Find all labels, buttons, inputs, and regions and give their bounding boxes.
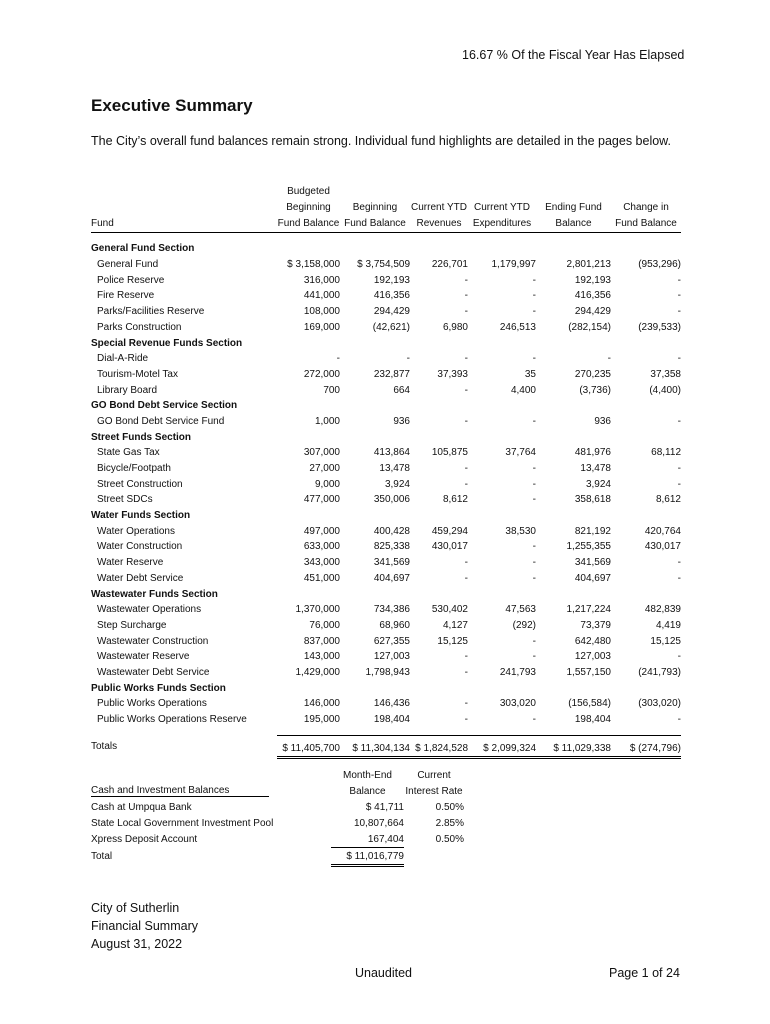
ending-value: -: [607, 353, 611, 365]
fund-section-title: Street Funds Section: [91, 431, 192, 443]
ending-value: 481,976: [574, 447, 611, 459]
change-value: 8,612: [655, 494, 681, 506]
fund-row: [91, 571, 681, 587]
ending-value: 127,003: [574, 651, 611, 663]
fund-name: Bicycle/Footpath: [97, 463, 171, 475]
change-value: (4,400): [649, 384, 681, 396]
beginning-value: 198,404: [373, 714, 410, 726]
fund-section-title: GO Bond Debt Service Section: [91, 400, 238, 412]
budgeted-value: 477,000: [303, 494, 340, 506]
budgeted-value: 195,000: [303, 714, 340, 726]
fund-name: Fire Reserve: [97, 290, 155, 302]
revenues-value: -: [464, 306, 468, 318]
intro-paragraph: The City’s overall fund balances remain strong. Individual fund highlights are detailed in the pages below.: [91, 134, 671, 148]
ending-value: 642,480: [574, 635, 611, 647]
city-info: [91, 899, 198, 953]
budgeted-value: 700: [323, 384, 340, 396]
totals-change: $ (274,796): [611, 736, 681, 758]
revenues-value: 15,125: [437, 635, 468, 647]
budgeted-value: 272,000: [303, 368, 340, 380]
beginning-value: 350,006: [373, 494, 410, 506]
revenues-value: -: [464, 557, 468, 569]
ending-value: 404,697: [574, 572, 611, 584]
fund-section-title: Public Works Funds Section: [91, 682, 226, 694]
fund-row: [91, 351, 681, 367]
expenditures-value: -: [532, 557, 536, 569]
revenues-value: -: [464, 384, 468, 396]
change-value: 68,112: [651, 447, 681, 459]
fund-row: [91, 649, 681, 665]
fund-name: Water Construction: [97, 541, 183, 553]
budgeted-value: 143,000: [303, 651, 340, 663]
change-value: -: [677, 478, 681, 490]
ending-value: 416,356: [574, 290, 611, 302]
beginning-value: 936: [393, 415, 410, 427]
cash-header-label: Cash and Investment Balances: [91, 785, 269, 797]
fund-name: Water Debt Service: [97, 572, 184, 584]
cash-rate: 0.50%: [435, 801, 464, 813]
revenues-value: -: [464, 651, 468, 663]
fund-balance-table: [91, 184, 681, 759]
cash-balance: 10,807,664: [353, 817, 404, 829]
expenditures-value: -: [532, 635, 536, 647]
fund-section-title: Wastewater Funds Section: [91, 588, 218, 600]
expenditures-value: -: [532, 274, 536, 286]
ending-value: 198,404: [574, 714, 611, 726]
expenditures-value: 246,513: [499, 321, 536, 333]
change-value: -: [677, 651, 681, 663]
page-title: Executive Summary: [91, 96, 253, 115]
ending-value: 1,255,355: [566, 541, 611, 553]
ending-header-line1: Ending Fund: [545, 201, 602, 213]
cash-investment-table: [91, 767, 472, 867]
expenditures-value: (292): [512, 619, 536, 631]
revenues-header-line1: Current YTD: [411, 201, 467, 213]
beginning-value: 825,338: [373, 541, 410, 553]
change-value: (239,533): [638, 321, 681, 333]
expenditures-value: -: [532, 353, 536, 365]
page-number: Page 1 of 24: [609, 966, 680, 980]
fund-name: Parks Construction: [97, 321, 182, 333]
fund-name: Library Board: [97, 384, 158, 396]
change-value: -: [677, 274, 681, 286]
fund-row: [91, 414, 681, 430]
ending-value: 341,569: [574, 557, 611, 569]
cash-row: [91, 831, 472, 848]
change-value: -: [677, 714, 681, 726]
revenues-value: 459,294: [431, 525, 468, 537]
expenditures-value: -: [532, 463, 536, 475]
change-value: 37,358: [650, 368, 681, 380]
fund-row: [91, 523, 681, 539]
budgeted-value: 343,000: [303, 557, 340, 569]
cash-row: [91, 815, 472, 831]
cash-account-name: State Local Government Investment Pool: [91, 817, 274, 829]
revenues-value: -: [464, 478, 468, 490]
budgeted-value: 76,000: [309, 619, 340, 631]
revenues-value: 4,127: [442, 619, 468, 631]
fund-row: [91, 633, 681, 649]
revenues-value: 105,875: [431, 447, 468, 459]
totals-budgeted: $ 11,405,700: [277, 736, 340, 758]
fund-section-row: [91, 241, 681, 257]
fund-section-row: [91, 680, 681, 696]
expenditures-value: -: [532, 478, 536, 490]
revenues-value: -: [464, 572, 468, 584]
fund-table-body: [91, 233, 681, 728]
fund-column-header: Fund: [91, 215, 277, 232]
ending-value: 358,618: [574, 494, 611, 506]
totals-ending: $ 11,029,338: [536, 736, 611, 758]
expenditures-value: 4,400: [510, 384, 536, 396]
change-value: (241,793): [638, 666, 681, 678]
beginning-value: -: [406, 353, 410, 365]
expenditures-header-line2: Expenditures: [468, 215, 536, 232]
fund-name: General Fund: [97, 259, 159, 271]
revenues-value: -: [464, 274, 468, 286]
beginning-value: 3,924: [384, 478, 410, 490]
revenues-value: -: [464, 714, 468, 726]
budgeted-value: 27,000: [309, 463, 340, 475]
fund-name: Wastewater Reserve: [97, 651, 190, 663]
ending-value: 936: [594, 415, 611, 427]
fund-row: [91, 461, 681, 477]
revenues-value: -: [464, 463, 468, 475]
cash-rate: 0.50%: [435, 833, 464, 845]
budgeted-value: 108,000: [303, 306, 340, 318]
ending-value: 73,379: [580, 619, 611, 631]
fund-row: [91, 555, 681, 571]
expenditures-value: -: [532, 714, 536, 726]
beginning-value: 127,003: [373, 651, 410, 663]
fund-row: [91, 382, 681, 398]
budgeted-value: 1,429,000: [295, 666, 340, 678]
revenues-value: -: [464, 666, 468, 678]
fund-row: [91, 492, 681, 508]
budgeted-value: 441,000: [303, 290, 340, 302]
revenues-value: 8,612: [442, 494, 468, 506]
expenditures-header-line1: Current YTD: [474, 201, 530, 213]
expenditures-value: -: [532, 572, 536, 584]
beginning-value: 232,877: [373, 368, 410, 380]
change-value: 15,125: [650, 635, 681, 647]
change-value: (303,020): [638, 698, 681, 710]
beginning-header-line1: Beginning: [352, 201, 398, 213]
expenditures-value: 241,793: [499, 666, 536, 678]
beginning-value: 413,864: [373, 447, 410, 459]
fund-row: [91, 476, 681, 492]
fund-section-title: Water Funds Section: [91, 510, 191, 522]
revenues-value: 37,393: [437, 368, 468, 380]
fund-row: [91, 272, 681, 288]
expenditures-value: 37,764: [505, 447, 536, 459]
fund-section-title: Special Revenue Funds Section: [91, 337, 243, 349]
beginning-value: 404,697: [373, 572, 410, 584]
fund-name: GO Bond Debt Service Fund: [97, 415, 225, 427]
beginning-value: 664: [393, 384, 410, 396]
ending-value: (156,584): [568, 698, 611, 710]
ending-value: 1,557,150: [566, 666, 611, 678]
budgeted-value: 1,370,000: [295, 604, 340, 616]
fund-name: Dial-A-Ride: [97, 353, 149, 365]
beginning-header-line2: Fund Balance: [340, 215, 410, 232]
fund-section-row: [91, 586, 681, 602]
fund-row: [91, 602, 681, 618]
fund-header-spacer: [91, 184, 277, 200]
fund-name: Step Surcharge: [97, 619, 167, 631]
revenues-value: 530,402: [431, 604, 468, 616]
cash-balance: $ 41,711: [365, 801, 404, 813]
revenues-value: -: [464, 290, 468, 302]
beginning-value: 341,569: [373, 557, 410, 569]
unaudited-label: Unaudited: [355, 966, 412, 980]
budgeted-header-line3: Fund Balance: [277, 215, 340, 232]
fund-row: [91, 445, 681, 461]
totals-expenditures: $ 2,099,324: [468, 736, 536, 758]
ending-value: 821,192: [574, 525, 611, 537]
fund-name: Wastewater Operations: [97, 604, 202, 616]
fund-section-row: [91, 335, 681, 351]
expenditures-value: 38,530: [505, 525, 536, 537]
balance-header-line2: Balance: [349, 785, 386, 797]
rate-header-line2: Interest Rate: [405, 785, 463, 797]
fund-row: [91, 665, 681, 681]
expenditures-value: 47,563: [505, 604, 536, 616]
fund-section-row: [91, 508, 681, 524]
expenditures-value: 35: [524, 368, 536, 380]
budgeted-value: 146,000: [303, 698, 340, 710]
ending-value: (3,736): [579, 384, 611, 396]
budgeted-value: 837,000: [303, 635, 340, 647]
fund-name: Water Operations: [97, 525, 175, 537]
ending-value: 270,235: [574, 368, 611, 380]
budgeted-value: 497,000: [303, 525, 340, 537]
budgeted-header-line1: Budgeted: [287, 186, 330, 198]
city-name: City of Sutherlin: [91, 901, 180, 915]
budgeted-value: 169,000: [303, 321, 340, 333]
ending-value: 192,193: [574, 274, 611, 286]
budgeted-value: -: [336, 353, 340, 365]
cash-total-label: Total: [91, 851, 113, 862]
change-value: -: [677, 415, 681, 427]
fund-name: Police Reserve: [97, 274, 165, 286]
change-value: -: [677, 557, 681, 569]
rate-header-line1: Current: [417, 769, 451, 781]
fund-row: [91, 367, 681, 383]
ending-value: 13,478: [580, 463, 611, 475]
expenditures-value: -: [532, 290, 536, 302]
expenditures-value: -: [532, 306, 536, 318]
cash-total-balance: $ 11,016,779: [331, 848, 404, 866]
beginning-value: 294,429: [373, 306, 410, 318]
fund-name: Tourism-Motel Tax: [97, 368, 178, 380]
expenditures-value: 1,179,997: [491, 259, 536, 271]
revenues-value: 226,701: [431, 259, 468, 271]
expenditures-value: -: [532, 494, 536, 506]
beginning-value: 1,798,943: [365, 666, 410, 678]
expenditures-value: -: [532, 651, 536, 663]
change-value: -: [677, 290, 681, 302]
change-value: -: [677, 572, 681, 584]
fund-name: Wastewater Debt Service: [97, 666, 210, 678]
change-value: 4,419: [655, 619, 681, 631]
fund-row: [91, 304, 681, 320]
ending-value: 294,429: [574, 306, 611, 318]
fund-row: [91, 539, 681, 555]
budgeted-value: 1,000: [314, 415, 340, 427]
fund-name: Street SDCs: [97, 494, 153, 506]
change-value: -: [677, 463, 681, 475]
fund-row: [91, 320, 681, 336]
fund-name: Water Reserve: [97, 557, 164, 569]
beginning-value: 13,478: [379, 463, 410, 475]
budgeted-value: 316,000: [303, 274, 340, 286]
fund-section-row: [91, 429, 681, 445]
beginning-value: $ 3,754,509: [357, 259, 410, 271]
cash-balance: 167,404: [367, 833, 404, 845]
ending-value: (282,154): [568, 321, 611, 333]
budgeted-value: $ 3,158,000: [287, 259, 340, 271]
ending-value: 2,801,213: [566, 259, 611, 271]
report-name: Financial Summary: [91, 919, 198, 933]
revenues-value: -: [464, 698, 468, 710]
budgeted-header-line2: Beginning: [286, 201, 331, 213]
beginning-value: 416,356: [373, 290, 410, 302]
expenditures-value: 303,020: [499, 698, 536, 710]
budgeted-value: 451,000: [303, 572, 340, 584]
cash-account-name: Cash at Umpqua Bank: [91, 801, 192, 813]
fund-row: [91, 288, 681, 304]
change-value: 420,764: [644, 525, 681, 537]
beginning-value: 192,193: [373, 274, 410, 286]
balance-header-line1: Month-End: [343, 769, 392, 781]
revenues-value: 6,980: [442, 321, 468, 333]
totals-beginning: $ 11,304,134: [340, 736, 410, 758]
fund-name: Wastewater Construction: [97, 635, 209, 647]
fund-row: [91, 696, 681, 712]
change-value: 430,017: [644, 541, 681, 553]
ending-value: 1,217,224: [566, 604, 611, 616]
revenues-header-line2: Revenues: [410, 215, 468, 232]
fund-name: Public Works Operations: [97, 698, 207, 710]
fund-name: Public Works Operations Reserve: [97, 714, 247, 726]
beginning-value: 734,386: [373, 604, 410, 616]
beginning-value: 627,355: [373, 635, 410, 647]
fund-row: [91, 618, 681, 634]
beginning-value: 146,436: [373, 698, 410, 710]
fund-row: [91, 712, 681, 728]
totals-revenues: $ 1,824,528: [410, 736, 468, 758]
revenues-value: -: [464, 415, 468, 427]
fund-name: State Gas Tax: [97, 447, 160, 459]
cash-account-name: Xpress Deposit Account: [91, 833, 198, 845]
change-header-line1: Change in: [623, 201, 669, 213]
cash-rate: 2.85%: [435, 817, 464, 829]
budgeted-value: 9,000: [314, 478, 340, 490]
beginning-value: 400,428: [373, 525, 410, 537]
expenditures-value: -: [532, 415, 536, 427]
revenues-value: -: [464, 353, 468, 365]
revenues-value: 430,017: [431, 541, 468, 553]
ending-header-line2: Balance: [536, 215, 611, 232]
report-date: August 31, 2022: [91, 937, 183, 951]
fund-section-row: [91, 398, 681, 414]
budgeted-value: 633,000: [303, 541, 340, 553]
fund-section-title: General Fund Section: [91, 243, 195, 255]
totals-label: Totals: [91, 741, 118, 753]
fund-name: Street Construction: [97, 478, 183, 490]
expenditures-value: -: [532, 541, 536, 553]
cash-row: [91, 799, 472, 815]
change-value: 482,839: [644, 604, 681, 616]
change-value: -: [677, 306, 681, 318]
ending-value: 3,924: [585, 478, 611, 490]
change-value: (953,296): [638, 259, 681, 271]
fund-name: Parks/Facilities Reserve: [97, 306, 205, 318]
beginning-value: 68,960: [379, 619, 410, 631]
fund-row: [91, 257, 681, 273]
change-header-line2: Fund Balance: [611, 215, 681, 232]
budgeted-value: 307,000: [303, 447, 340, 459]
cash-table-body: [91, 799, 472, 848]
change-value: -: [677, 353, 681, 365]
beginning-value: (42,621): [372, 321, 410, 333]
fiscal-year-note: 16.67 % Of the Fiscal Year Has Elapsed: [462, 48, 685, 62]
